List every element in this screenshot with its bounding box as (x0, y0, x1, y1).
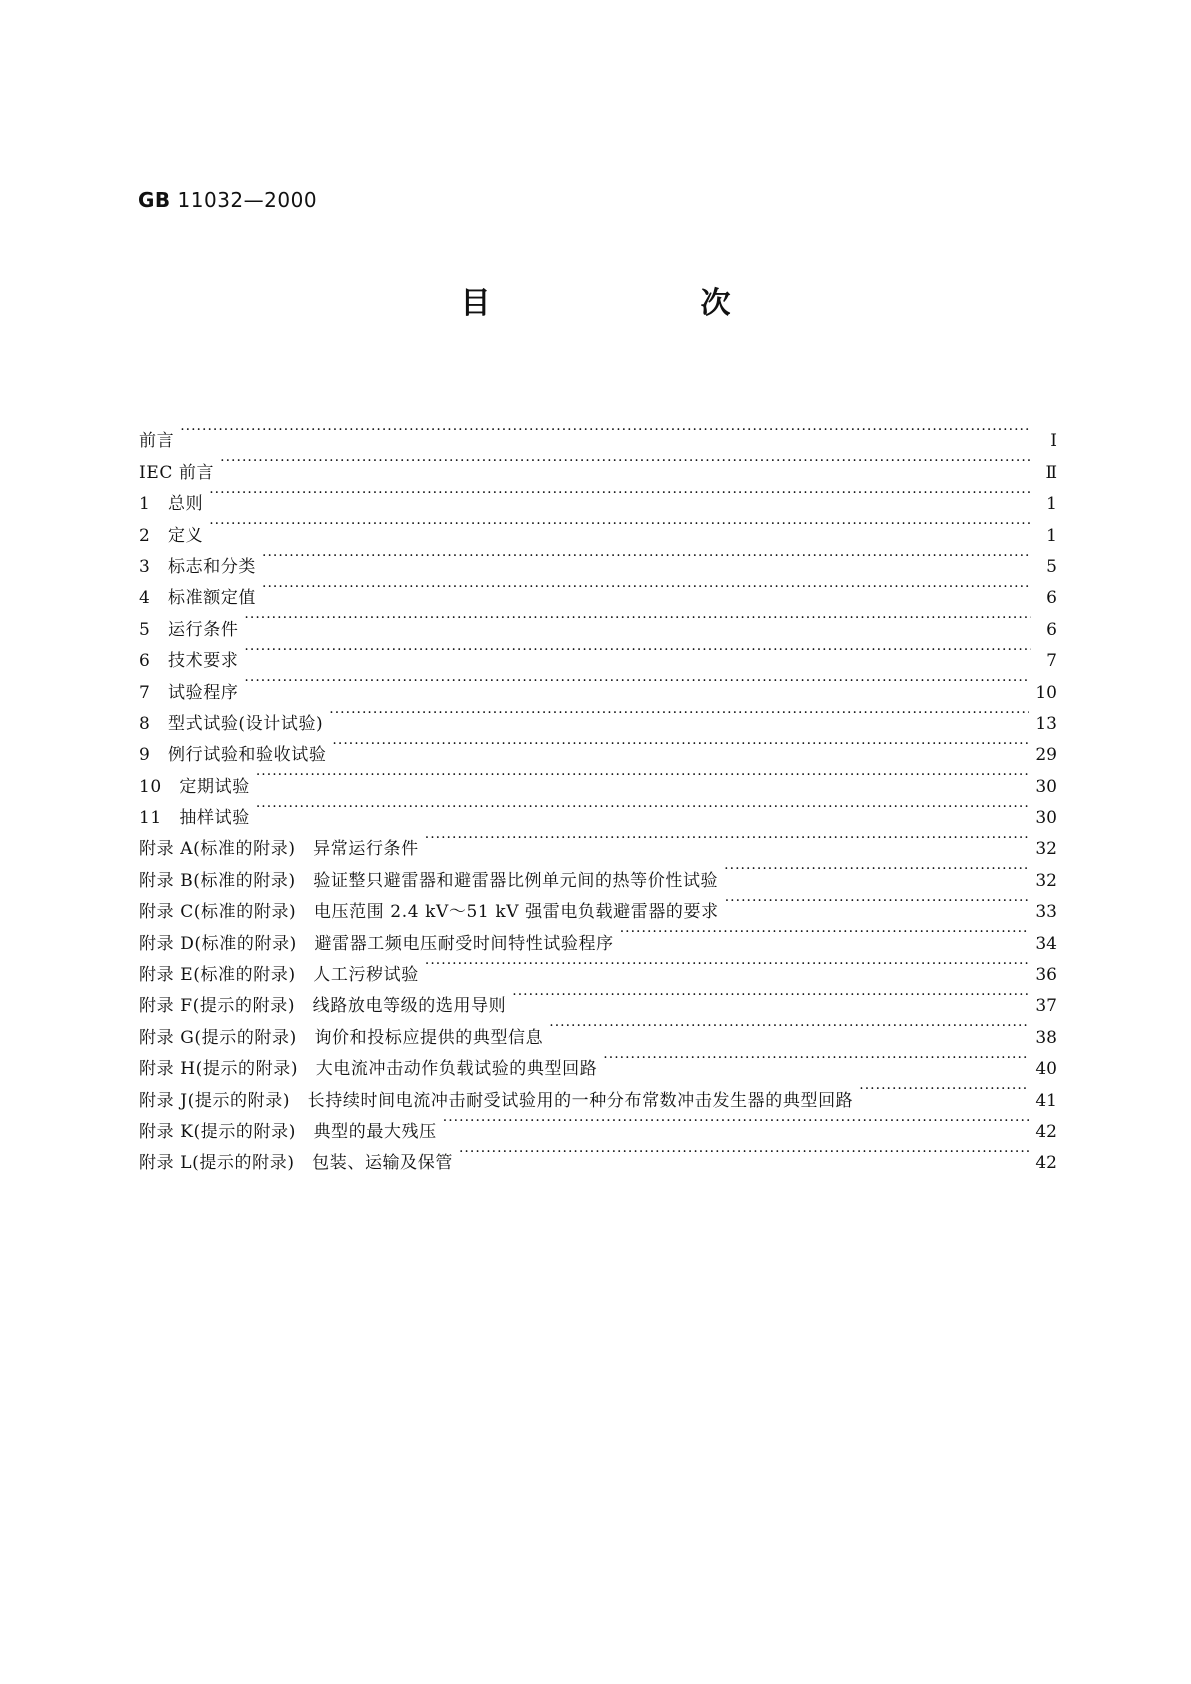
toc-leader-dots (603, 1043, 1029, 1074)
toc-entry-page: 5 (1046, 556, 1057, 577)
toc-leader-dots (725, 886, 1030, 917)
page-title: 目 次 (460, 286, 821, 321)
toc-entry[interactable] (139, 698, 1057, 734)
toc-entry-label: 附录 D(标准的附录) 避雷器工频电压耐受时间特性试验程序 (139, 933, 614, 954)
toc-entry-page: 32 (1035, 870, 1057, 891)
toc-entry[interactable] (139, 509, 1057, 546)
toc-leader-dots (332, 729, 1029, 760)
toc-entry-label: 7 试验程序 (139, 682, 239, 703)
toc-entry-label: 附录 E(标准的附录) 人工污秽试验 (139, 965, 419, 986)
toc-leader-dots (443, 1106, 1030, 1137)
toc-entry-page: 1 (1046, 494, 1057, 515)
toc-leader-dots (220, 446, 1031, 477)
toc-entry[interactable] (139, 446, 1057, 483)
toc-entry[interactable] (139, 666, 1057, 703)
table-of-contents (139, 415, 1057, 1174)
toc-entry-label: 11 抽样试验 (139, 808, 250, 829)
standard-number: 11032—2000 (177, 188, 318, 212)
toc-entry-page: Ⅱ (1045, 462, 1057, 483)
toc-leader-dots (180, 415, 1031, 446)
toc-entry-label: 附录 B(标准的附录) 验证整只避雷器和避雷器比例单元间的热等价性试验 (139, 870, 719, 891)
toc-entry-page: 42 (1035, 1153, 1057, 1174)
toc-entry-label: 附录 J(提示的附录) 长持续时间电流冲击耐受试验用的一种分布常数冲击发生器的典型回路 (139, 1090, 854, 1111)
toc-entry-label: IEC 前言 (139, 462, 215, 483)
toc-entry[interactable] (139, 635, 1057, 672)
toc-leader-dots (209, 509, 1031, 540)
toc-leader-dots (262, 541, 1031, 572)
toc-leader-dots (549, 1011, 1029, 1042)
toc-leader-dots (724, 854, 1029, 885)
toc-entry-label: 4 标准额定值 (139, 588, 257, 609)
toc-entry-page: 6 (1046, 588, 1057, 609)
toc-leader-dots (244, 635, 1031, 666)
toc-entry-page: Ⅰ (1050, 431, 1057, 452)
toc-entry[interactable] (139, 541, 1057, 577)
toc-entry-label: 附录 F(提示的附录) 线路放电等级的选用导则 (139, 996, 507, 1017)
toc-leader-dots (256, 792, 1030, 823)
toc-entry-page: 33 (1035, 902, 1057, 923)
toc-entry-page: 41 (1035, 1090, 1057, 1111)
toc-entry[interactable] (139, 415, 1057, 452)
toc-entry-page: 32 (1035, 839, 1057, 860)
toc-entry-label: 1 总则 (139, 494, 204, 515)
toc-entry-label: 附录 A(标准的附录) 异常运行条件 (139, 839, 419, 860)
toc-entry[interactable] (139, 823, 1057, 860)
toc-entry-label: 附录 G(提示的附录) 询价和投标应提供的典型信息 (139, 1027, 544, 1048)
toc-leader-dots (859, 1074, 1029, 1105)
toc-entry-page: 40 (1035, 1059, 1057, 1080)
toc-leader-dots (425, 823, 1030, 854)
toc-entry[interactable] (139, 603, 1057, 640)
toc-leader-dots (244, 666, 1029, 697)
toc-entry-label: 9 例行试验和验收试验 (139, 745, 327, 766)
toc-entry-page: 30 (1035, 776, 1057, 797)
toc-entry-page: 10 (1035, 682, 1057, 703)
toc-entry-page: 34 (1035, 933, 1057, 954)
toc-entry-label: 3 标志和分类 (139, 556, 257, 577)
standard-prefix: GB (138, 188, 171, 212)
toc-entry[interactable] (139, 792, 1057, 829)
toc-entry-label: 10 定期试验 (139, 776, 250, 797)
toc-leader-dots (244, 603, 1031, 634)
toc-leader-dots (209, 478, 1031, 509)
toc-entry-label: 附录 H(提示的附录) 大电流冲击动作负载试验的典型回路 (139, 1059, 598, 1080)
toc-leader-dots (425, 949, 1029, 980)
toc-entry-label: 附录 L(提示的附录) 包装、运输及保管 (139, 1153, 453, 1174)
standard-code (138, 188, 317, 212)
toc-entry-label: 6 技术要求 (139, 651, 239, 672)
toc-entry-page: 1 (1046, 525, 1057, 546)
toc-entry-page: 37 (1035, 996, 1057, 1017)
toc-entry-page: 13 (1035, 713, 1057, 734)
toc-leader-dots (329, 698, 1029, 729)
toc-entry-page: 7 (1046, 651, 1057, 672)
toc-leader-dots (262, 572, 1031, 603)
toc-entry-label: 5 运行条件 (139, 619, 239, 640)
toc-leader-dots (512, 980, 1029, 1011)
toc-entry-label: 附录 K(提示的附录) 典型的最大残压 (139, 1121, 437, 1142)
toc-leader-dots (459, 1137, 1029, 1168)
toc-entry-label: 2 定义 (139, 525, 204, 546)
toc-entry[interactable] (139, 760, 1057, 797)
toc-entry-page: 30 (1035, 808, 1057, 829)
toc-entry-page: 38 (1035, 1027, 1057, 1048)
toc-entry[interactable] (139, 478, 1057, 515)
toc-entry[interactable] (139, 572, 1057, 609)
toc-leader-dots (620, 917, 1030, 948)
toc-entry-label: 前言 (139, 431, 175, 452)
toc-entry-page: 6 (1046, 619, 1057, 640)
toc-leader-dots (256, 760, 1030, 791)
toc-entry-page: 42 (1035, 1121, 1057, 1142)
toc-entry-label: 附录 C(标准的附录) 电压范围 2.4 kV～51 kV 强雷电负载避雷器的要求 (139, 902, 719, 923)
toc-entry-page: 29 (1035, 745, 1057, 766)
toc-entry-page: 36 (1035, 965, 1057, 986)
toc-entry-label: 8 型式试验(设计试验) (139, 713, 324, 734)
